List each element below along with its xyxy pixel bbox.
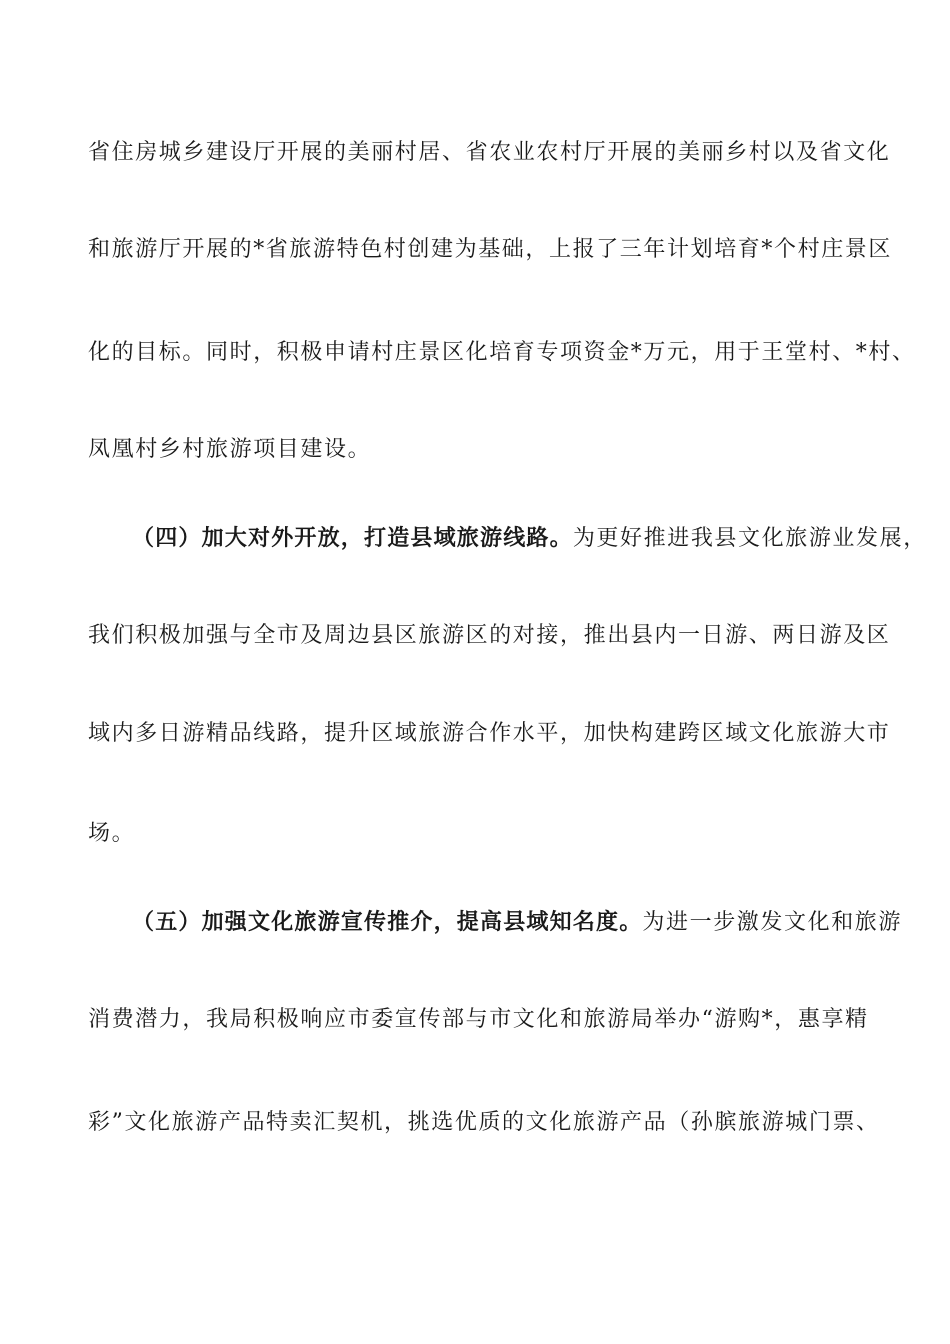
paragraph-line: 域内多日游精品线路，提升区域旅游合作水平，加快构建跨区域文化旅游大市 [88, 721, 891, 746]
section-5-heading: （五）加强文化旅游宣传推介，提高县域知名度。 [132, 910, 643, 935]
paragraph-line: 凤凰村乡村旅游项目建设。 [88, 437, 372, 462]
paragraph-line: 我们积极加强与全市及周边县区旅游区的对接，推出县内一日游、两日游及区 [88, 623, 891, 648]
paragraph-line: 消费潜力，我局积极响应市委宣传部与市文化和旅游局举办“游购*，惠享精 [88, 1007, 869, 1032]
section-5-first-line [132, 907, 903, 939]
paragraph-line: 化的目标。同时，积极申请村庄景区化培育专项资金*万元，用于王堂村、*村、 [88, 340, 916, 365]
section-4-first-line-text: 为更好推进我县文化旅游业发展， [572, 526, 927, 551]
section-4-first-line [132, 523, 927, 555]
paragraph-line: 和旅游厅开展的*省旅游特色村创建为基础，上报了三年计划培育*个村庄景区 [88, 237, 893, 262]
section-5-first-line-text: 为进一步激发文化和旅游 [642, 910, 903, 935]
paragraph-line: 场。 [88, 821, 136, 846]
section-4-heading: （四）加大对外开放，打造县域旅游线路。 [132, 526, 573, 551]
paragraph-line: 彩”文化旅游产品特卖汇契机，挑选优质的文化旅游产品（孙膑旅游城门票、 [88, 1110, 880, 1135]
paragraph-line: 省住房城乡建设厅开展的美丽村居、省农业农村厅开展的美丽乡村以及省文化 [88, 140, 891, 165]
